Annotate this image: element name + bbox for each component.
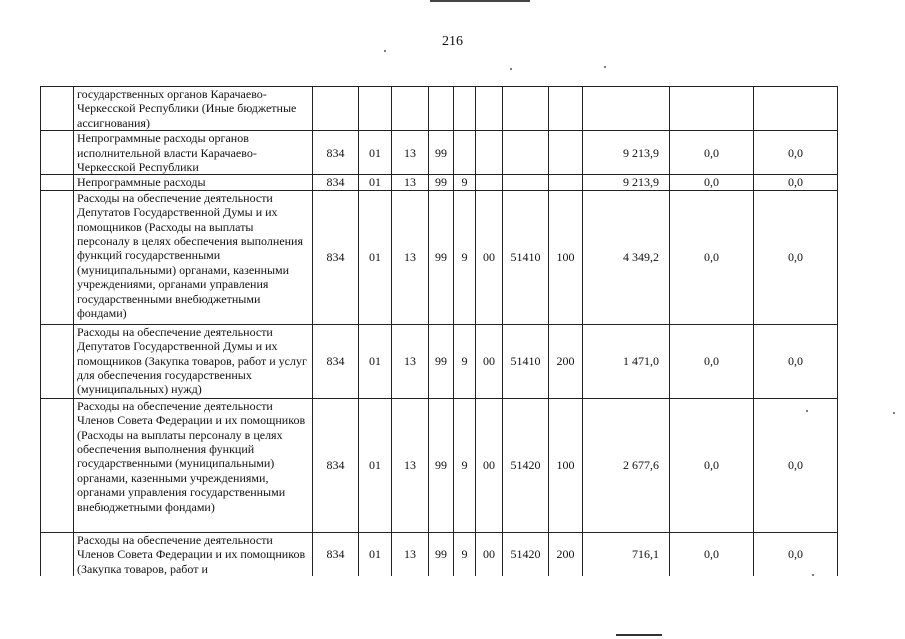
row-number-cell (41, 190, 74, 324)
subprogram-cell: 9 (454, 532, 476, 576)
row-description: Расходы на обеспечение деятельности Депутатов Государственной Думы и их помощников (Расходы на выплаты персоналу в целях обеспечения выполнения функций государственными (муниципальными) органами, казенными учреждениями, органами управления государственными внебюджетными фондами) (74, 190, 313, 324)
table-row (41, 87, 838, 131)
row-number-cell (41, 131, 74, 175)
amount-year1-cell: 4 349,2 (583, 190, 670, 324)
expense-type-cell (549, 131, 583, 175)
expense-type-cell: 100 (549, 398, 583, 532)
admin-code-cell: 834 (313, 398, 359, 532)
scan-speck (510, 68, 512, 70)
section-cell: 01 (359, 398, 392, 532)
amount-year2-cell: 0,0 (670, 324, 754, 398)
amount-year2-cell: 0,0 (670, 175, 754, 190)
section-cell: 01 (359, 324, 392, 398)
amount-year3-cell: 0,0 (754, 398, 838, 532)
amount-year3-cell: 0,0 (754, 324, 838, 398)
section-cell (359, 87, 392, 131)
amount-year1-cell: 2 677,6 (583, 398, 670, 532)
row-number-cell (41, 398, 74, 532)
program-cell: 99 (429, 324, 454, 398)
amount-year1-cell: 9 213,9 (583, 175, 670, 190)
section-cell: 01 (359, 175, 392, 190)
table-row (41, 532, 838, 576)
program-cell: 99 (429, 398, 454, 532)
expense-code-cell: 51410 (503, 190, 549, 324)
scan-speck (893, 412, 895, 414)
expense-type-cell: 100 (549, 190, 583, 324)
subprogram-cell: 9 (454, 324, 476, 398)
admin-code-cell: 834 (313, 190, 359, 324)
expense-code-cell (503, 131, 549, 175)
scan-speck (604, 66, 606, 68)
amount-year3-cell: 0,0 (754, 190, 838, 324)
amount-year1-cell (583, 87, 670, 131)
table-row (41, 131, 838, 175)
row-description: Расходы на обеспечение деятельности Депутатов Государственной Думы и их помощников (Закупка товаров, работ и услуг для обеспечения государственных (муниципальных) нужд) (74, 324, 313, 398)
section-cell: 01 (359, 532, 392, 576)
admin-code-cell: 834 (313, 532, 359, 576)
subprogram-cell (454, 131, 476, 175)
scan-speck (384, 50, 386, 52)
amount-year2-cell: 0,0 (670, 190, 754, 324)
scan-edge-mark (616, 634, 662, 636)
admin-code-cell (313, 87, 359, 131)
expense-code-cell: 51420 (503, 532, 549, 576)
expense-code-cell: 51410 (503, 324, 549, 398)
expense-type-cell (549, 175, 583, 190)
table-row (41, 190, 838, 324)
amount-year1-cell: 9 213,9 (583, 131, 670, 175)
budget-table (40, 86, 838, 576)
direction-cell (476, 131, 503, 175)
subsection-cell: 13 (392, 324, 429, 398)
scan-edge-mark (430, 0, 530, 2)
subsection-cell: 13 (392, 175, 429, 190)
row-description: Расходы на обеспечение деятельности Членов Совета Федерации и их помощников (Закупка товаров, работ и (74, 532, 313, 576)
expense-type-cell: 200 (549, 532, 583, 576)
table-row (41, 175, 838, 190)
row-description: Непрограммные расходы (74, 175, 313, 190)
subprogram-cell: 9 (454, 175, 476, 190)
subsection-cell (392, 87, 429, 131)
admin-code-cell: 834 (313, 324, 359, 398)
direction-cell: 00 (476, 190, 503, 324)
amount-year3-cell: 0,0 (754, 532, 838, 576)
row-description: государственных органов Карачаево-Черкесской Республики (Иные бюджетные ассигнования) (74, 87, 313, 131)
direction-cell: 00 (476, 532, 503, 576)
amount-year2-cell (670, 87, 754, 131)
amount-year2-cell: 0,0 (670, 398, 754, 532)
row-number-cell (41, 87, 74, 131)
row-description: Непрограммные расходы органов исполнительной власти Карачаево-Черкесской Республики (74, 131, 313, 175)
direction-cell (476, 175, 503, 190)
subprogram-cell: 9 (454, 398, 476, 532)
program-cell: 99 (429, 190, 454, 324)
program-cell: 99 (429, 532, 454, 576)
program-cell (429, 87, 454, 131)
expense-code-cell (503, 175, 549, 190)
subsection-cell: 13 (392, 131, 429, 175)
subsection-cell: 13 (392, 398, 429, 532)
section-cell: 01 (359, 190, 392, 324)
row-number-cell (41, 175, 74, 190)
amount-year3-cell: 0,0 (754, 131, 838, 175)
admin-code-cell: 834 (313, 131, 359, 175)
direction-cell (476, 87, 503, 131)
row-number-cell (41, 324, 74, 398)
admin-code-cell: 834 (313, 175, 359, 190)
table-row (41, 324, 838, 398)
expense-type-cell (549, 87, 583, 131)
amount-year2-cell: 0,0 (670, 532, 754, 576)
table-row (41, 398, 838, 532)
amount-year2-cell: 0,0 (670, 131, 754, 175)
expense-type-cell: 200 (549, 324, 583, 398)
program-cell: 99 (429, 131, 454, 175)
expense-code-cell: 51420 (503, 398, 549, 532)
subprogram-cell (454, 87, 476, 131)
page-number: 216 (442, 34, 463, 49)
program-cell: 99 (429, 175, 454, 190)
amount-year3-cell: 0,0 (754, 175, 838, 190)
row-description: Расходы на обеспечение деятельности Членов Совета Федерации и их помощников (Расходы на выплаты персоналу в целях обеспечения выполнения функций государственными (муниципальными) органами, казенными учреждениями, органами управления государственными внебюджетными фондами) (74, 398, 313, 532)
subsection-cell: 13 (392, 190, 429, 324)
amount-year1-cell: 1 471,0 (583, 324, 670, 398)
amount-year3-cell (754, 87, 838, 131)
subprogram-cell: 9 (454, 190, 476, 324)
subsection-cell: 13 (392, 532, 429, 576)
direction-cell: 00 (476, 324, 503, 398)
row-number-cell (41, 532, 74, 576)
direction-cell: 00 (476, 398, 503, 532)
amount-year1-cell: 716,1 (583, 532, 670, 576)
section-cell: 01 (359, 131, 392, 175)
expense-code-cell (503, 87, 549, 131)
